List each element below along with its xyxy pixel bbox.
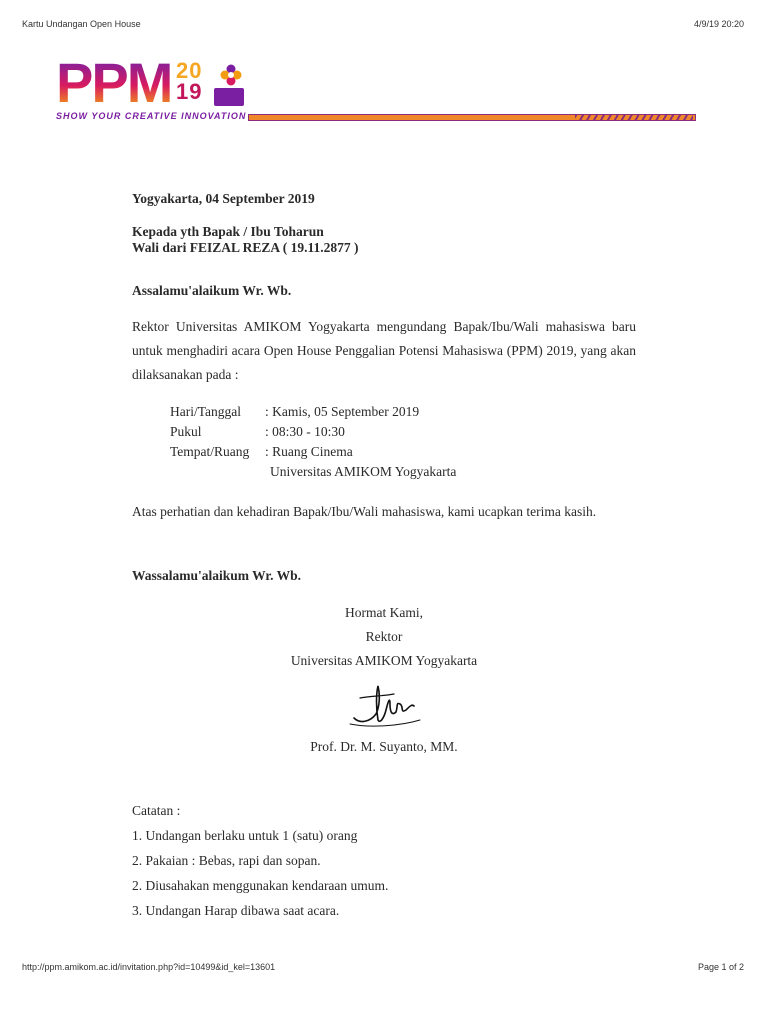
note-item: 1. Undangan berlaku untuk 1 (satu) orang (132, 828, 358, 843)
print-footer (22, 962, 744, 972)
signature-block (132, 601, 636, 673)
event-banner (22, 52, 746, 144)
letter-greeting: Assalamu'alaikum Wr. Wb. (132, 283, 292, 298)
event-details (170, 402, 456, 482)
detail-row (170, 442, 456, 462)
sign-line: Rektor (365, 629, 403, 644)
year-top: 20 (176, 58, 203, 83)
detail-label (170, 462, 265, 482)
detail-label: Hari/Tanggal (170, 404, 242, 419)
recipient-line-1: Kepada yth Bapak / Ibu Toharun (132, 224, 324, 239)
stripe-pattern (575, 115, 693, 120)
note-item: 3. Undangan Harap dibawa saat acara. (132, 903, 340, 918)
detail-row (170, 402, 456, 422)
detail-value: Universitas AMIKOM Yogyakarta (270, 464, 457, 479)
ppm-logo-text: PPM (56, 51, 172, 114)
notes-section (132, 798, 388, 923)
print-header (22, 19, 744, 29)
detail-row (170, 462, 456, 482)
flower-icon (220, 64, 242, 86)
letter-recipient (132, 224, 636, 256)
sign-line: Hormat Kami, (345, 605, 423, 620)
letter-closing: Wassalamu'alaikum Wr. Wb. (132, 568, 302, 583)
signatory-name: Prof. Dr. M. Suyanto, MM. (310, 739, 458, 754)
banner-stripe-bar (248, 114, 696, 121)
note-item: 2. Diusahakan menggunakan kendaraan umum. (132, 878, 389, 893)
detail-value: : Kamis, 05 September 2019 (265, 404, 420, 419)
banner-tagline: SHOW YOUR CREATIVE INNOVATION (56, 111, 247, 121)
note-item: 2. Pakaian : Bebas, rapi dan sopan. (132, 853, 321, 868)
detail-row (170, 422, 456, 442)
detail-label: Tempat/Ruang (170, 444, 250, 459)
year-bottom: 19 (176, 79, 203, 104)
sign-line: Universitas AMIKOM Yogyakarta (290, 653, 478, 668)
amikom-badge (214, 88, 244, 106)
print-datetime: 4/9/19 20:20 (693, 19, 744, 29)
handwritten-signature (340, 674, 430, 732)
letter-date: Yogyakarta, 04 September 2019 (132, 191, 315, 206)
detail-value: : 08:30 - 10:30 (265, 424, 345, 439)
page-url: http://ppm.amikom.ac.id/invitation.php?id=10499&id_kel=13601 (22, 962, 276, 972)
detail-label: Pukul (170, 424, 202, 439)
page-number: Page 1 of 2 (697, 962, 744, 972)
print-title: Kartu Undangan Open House (22, 19, 141, 29)
letter-thanks: Atas perhatian dan kehadiran Bapak/Ibu/Wali mahasiswa, kami ucapkan terima kasih. (132, 504, 597, 519)
recipient-line-2: Wali dari FEIZAL REZA ( 19.11.2877 ) (132, 240, 359, 255)
detail-value: : Ruang Cinema (265, 444, 353, 459)
notes-title: Catatan : (132, 803, 181, 818)
ppm-logo-year (176, 60, 216, 102)
letter-body: Rektor Universitas AMIKOM Yogyakarta mengundang Bapak/Ibu/Wali mahasiswa baru untuk menghadiri acara Open House Penggalian Potensi Mahasiswa (PPM) 2019, yang akan dilaksanakan pada : (132, 319, 636, 382)
